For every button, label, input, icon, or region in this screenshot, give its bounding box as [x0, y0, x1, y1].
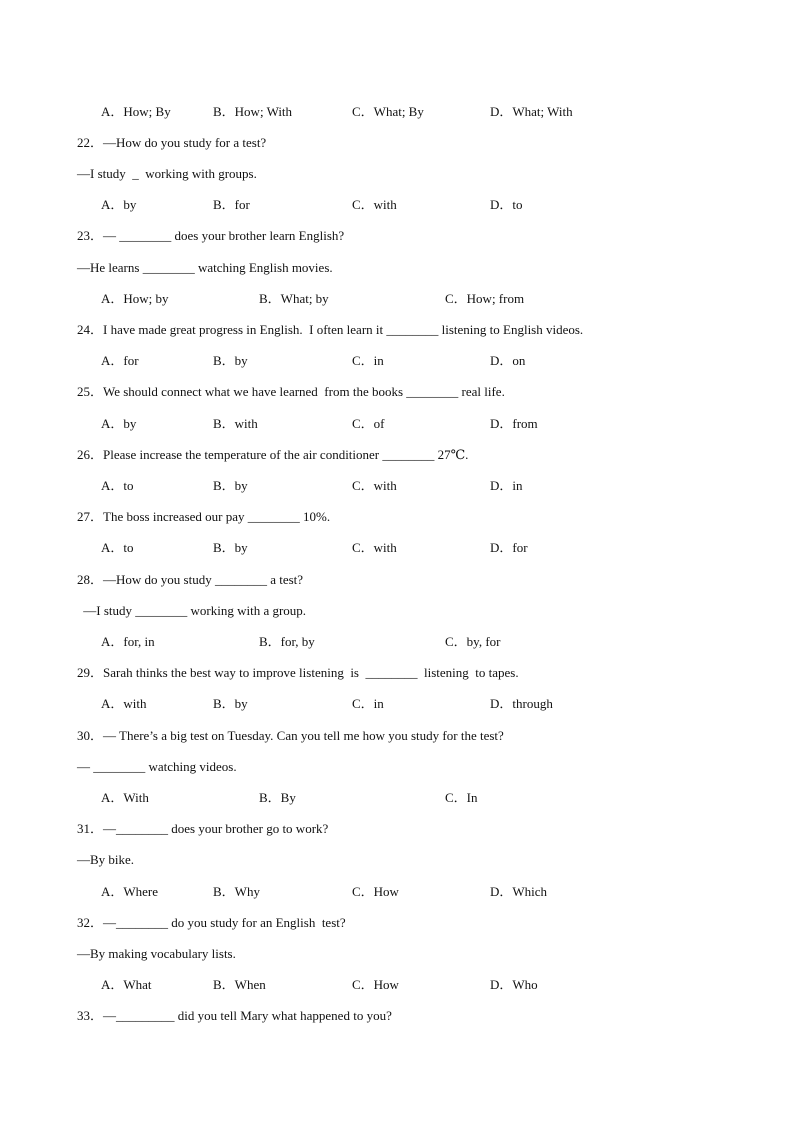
q22-stem: 22．—How do you study for a test? — [77, 135, 267, 150]
q23-option-a: A．How; by — [101, 291, 169, 306]
q22-option-b: B．for — [213, 197, 250, 212]
q24-option-a: A．for — [101, 353, 139, 368]
q32-option-b: B．When — [213, 977, 266, 992]
q29-option-b: B．by — [213, 696, 248, 711]
q28-option-c: C．by, for — [445, 634, 501, 649]
q32-response: —By making vocabulary lists. — [77, 946, 236, 961]
q23-stem: 23．— ________ does your brother learn English? — [77, 228, 345, 243]
q29-stem: 29．Sarah thinks the best way to improve listening is ________ listening to tapes. — [77, 665, 519, 680]
q25-stem: 25．We should connect what we have learned from the books ________ real life. — [77, 384, 505, 399]
q27-option-c: C．with — [352, 540, 397, 555]
q27-option-d: D．for — [490, 540, 528, 555]
q33-stem: 33．—_________ did you tell Mary what happened to you? — [77, 1008, 392, 1023]
q30-option-c: C．In — [445, 790, 478, 805]
q29-option-a: A．with — [101, 696, 147, 711]
q32-stem: 32．—________ do you study for an English test? — [77, 915, 346, 930]
q31-stem: 31．—________ does your brother go to work? — [77, 821, 329, 836]
q30-option-a: A．With — [101, 790, 149, 805]
q23-option-b: B．What; by — [259, 291, 329, 306]
q27-option-a: A．to — [101, 540, 134, 555]
q32-option-a: A．What — [101, 977, 152, 992]
q24-option-b: B．by — [213, 353, 248, 368]
q23-option-c: C．How; from — [445, 291, 525, 306]
q21-option-d: D．What; With — [490, 104, 573, 119]
q31-response: —By bike. — [77, 852, 135, 867]
q24-option-c: C．in — [352, 353, 384, 368]
q32-option-c: C．How — [352, 977, 399, 992]
q24-option-d: D．on — [490, 353, 526, 368]
q25-option-d: D．from — [490, 416, 538, 431]
q31-option-c: C．How — [352, 884, 399, 899]
q22-response: —I study _ working with groups. — [77, 166, 257, 181]
q28-stem: 28．—How do you study ________ a test? — [77, 572, 304, 587]
q28-response: —I study ________ working with a group. — [80, 603, 307, 618]
q25-option-a: A．by — [101, 416, 137, 431]
q21-option-c: C．What; By — [352, 104, 424, 119]
q25-option-b: B．with — [213, 416, 258, 431]
q26-stem: 26．Please increase the temperature of the air conditioner ________ 27℃. — [77, 447, 469, 462]
q22-option-c: C．with — [352, 197, 397, 212]
q26-option-c: C．with — [352, 478, 397, 493]
q31-option-d: D．Which — [490, 884, 548, 899]
q26-option-d: D．in — [490, 478, 523, 493]
q24-stem: 24．I have made great progress in English. I often learn it ________ listening to English videos. — [77, 322, 584, 337]
q29-option-d: D．through — [490, 696, 553, 711]
q21-option-b: B．How; With — [213, 104, 293, 119]
q30-response: — ________ watching videos. — [77, 759, 237, 774]
q26-option-a: A．to — [101, 478, 134, 493]
q32-option-d: D．Who — [490, 977, 538, 992]
q28-option-b: B．for, by — [259, 634, 315, 649]
q30-stem: 30．— There’s a big test on Tuesday. Can you tell me how you study for the test? — [77, 728, 504, 743]
q21-option-a: A．How; By — [101, 104, 171, 119]
q31-option-a: A．Where — [101, 884, 159, 899]
q28-option-a: A．for, in — [101, 634, 155, 649]
q29-option-c: C．in — [352, 696, 384, 711]
q27-option-b: B．by — [213, 540, 248, 555]
q23-response: —He learns ________ watching English movies. — [77, 260, 333, 275]
q27-stem: 27．The boss increased our pay ________ 10%. — [77, 509, 331, 524]
q22-option-a: A．by — [101, 197, 137, 212]
q30-option-b: B．By — [259, 790, 296, 805]
q25-option-c: C．of — [352, 416, 385, 431]
q31-option-b: B．Why — [213, 884, 260, 899]
q22-option-d: D．to — [490, 197, 523, 212]
q26-option-b: B．by — [213, 478, 248, 493]
